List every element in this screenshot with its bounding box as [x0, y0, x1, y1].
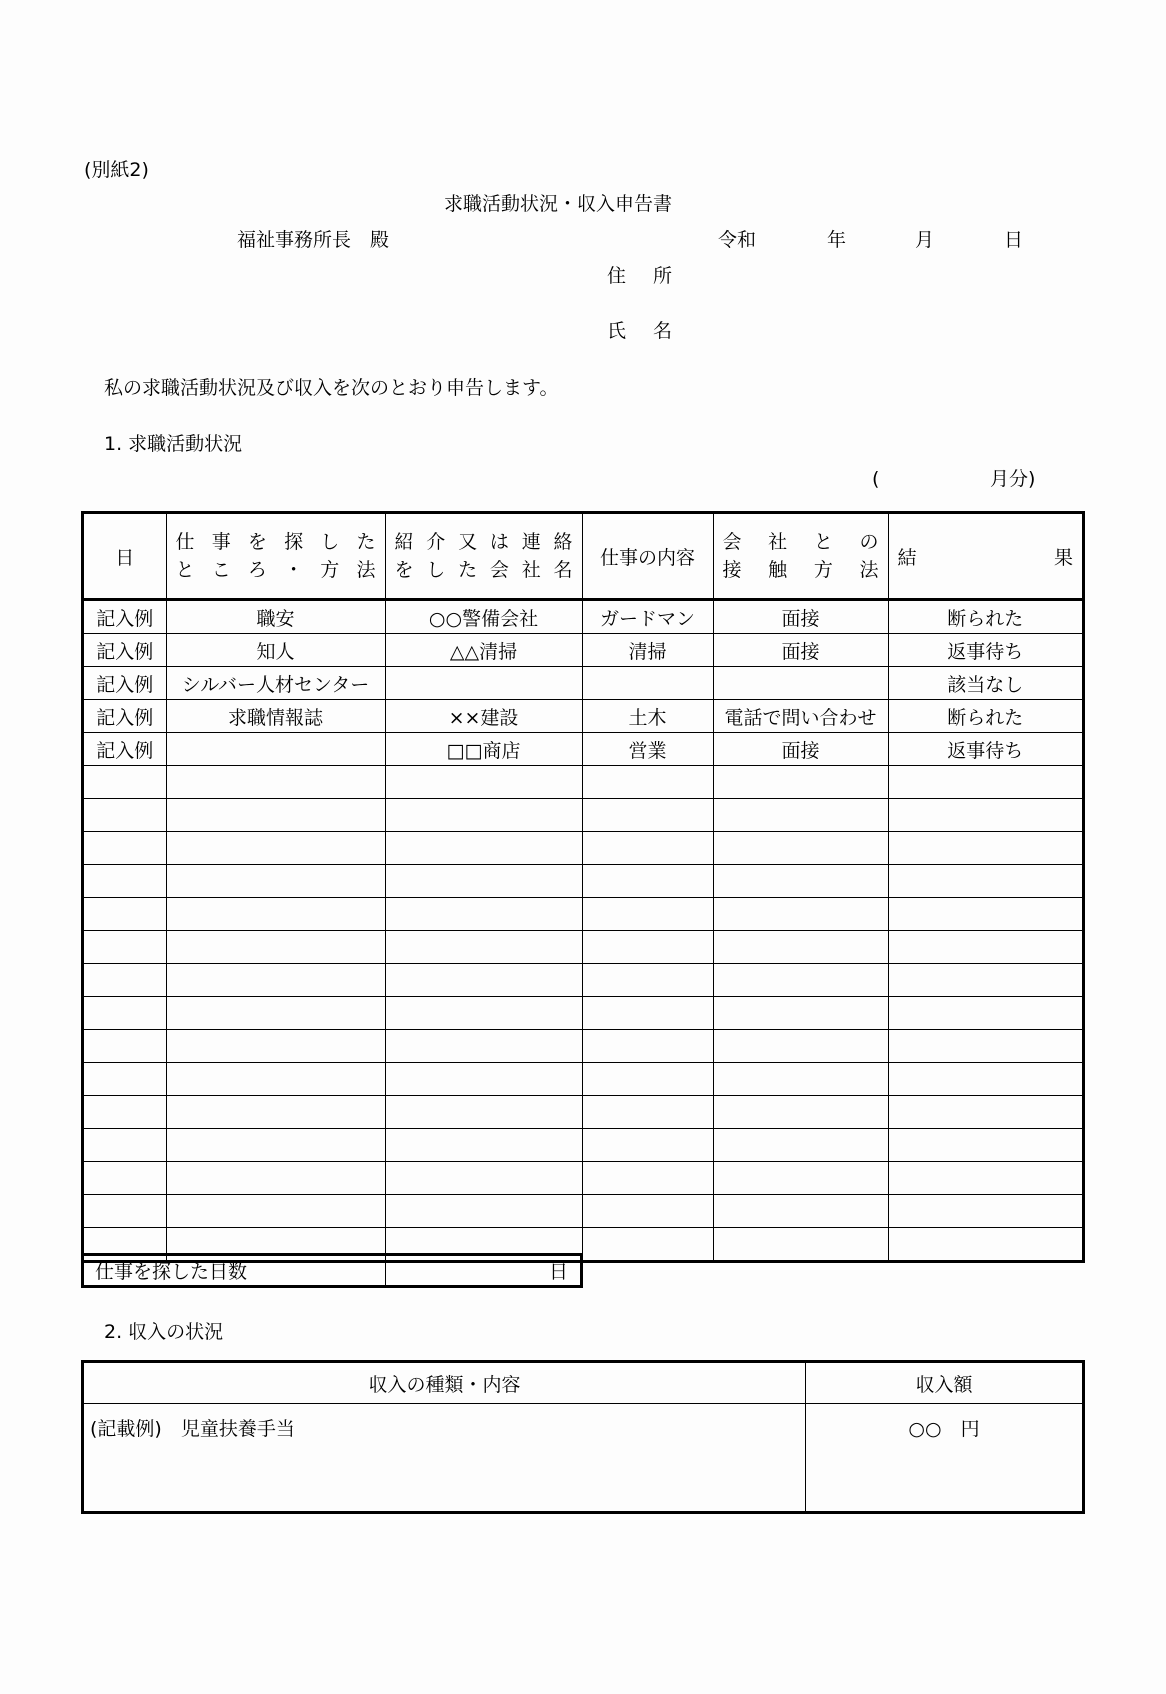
section1-heading: 1. 求職活動状況 [104, 433, 243, 455]
cell-contact-method[interactable] [713, 865, 888, 898]
cell-company[interactable] [385, 898, 582, 931]
address-field[interactable] [690, 262, 1080, 290]
cell-job-content[interactable] [582, 1096, 713, 1129]
cell-job-content[interactable] [582, 1129, 713, 1162]
cell-contact-method[interactable] [713, 1162, 888, 1195]
cell-contact-method[interactable] [713, 799, 888, 832]
cell-job-content[interactable] [582, 931, 713, 964]
cell-job-content[interactable] [582, 766, 713, 799]
header-result [888, 514, 1082, 600]
cell-company[interactable]: ××建設 [385, 700, 582, 733]
cell-where-how[interactable] [166, 1030, 385, 1063]
cell-where-how[interactable] [166, 898, 385, 931]
statement: 私の求職活動状況及び収入を次のとおり申告します。 [104, 377, 559, 399]
cell-where-how[interactable] [166, 1162, 385, 1195]
blank-row [84, 766, 1082, 799]
blank-row [84, 964, 1082, 997]
cell-day[interactable] [84, 865, 166, 898]
cell-day[interactable] [84, 1129, 166, 1162]
header-result-right: 果 [1053, 546, 1073, 569]
cell-job-content[interactable] [582, 1063, 713, 1096]
cell-result[interactable] [888, 1162, 1082, 1195]
cell-contact-method[interactable] [713, 1030, 888, 1063]
cell-result[interactable]: 返事待ち [888, 634, 1082, 667]
blank-row [84, 898, 1082, 931]
cell-result[interactable] [888, 832, 1082, 865]
cell-result[interactable] [888, 1063, 1082, 1096]
cell-day[interactable] [84, 964, 166, 997]
cell-company[interactable] [385, 1063, 582, 1096]
header-company [385, 514, 582, 600]
cell-where-how[interactable] [166, 865, 385, 898]
cell-result[interactable] [888, 1195, 1082, 1228]
cell-day[interactable]: 記入例 [84, 733, 166, 766]
cell-job-content[interactable] [582, 1195, 713, 1228]
income-table [81, 1360, 1085, 1514]
cell-company[interactable] [385, 1030, 582, 1063]
cell-job-content[interactable] [582, 1030, 713, 1063]
header-contact-char: 方 [813, 559, 833, 581]
cell-contact-method[interactable] [713, 898, 888, 931]
cell-job-content[interactable] [582, 964, 713, 997]
date-month-field[interactable] [850, 228, 912, 252]
cell-where-how[interactable] [166, 832, 385, 865]
cell-result[interactable] [888, 898, 1082, 931]
cell-where-how[interactable] [166, 766, 385, 799]
header-where-how [166, 514, 385, 600]
cell-contact-method[interactable] [713, 1096, 888, 1129]
example-row [84, 700, 1082, 733]
cell-job-content[interactable] [582, 865, 713, 898]
cell-day[interactable]: 記入例 [84, 667, 166, 700]
example-row [84, 634, 1082, 667]
days-searched-label: 仕事を探した日数 [84, 1256, 386, 1285]
cell-result[interactable]: 断られた [888, 700, 1082, 733]
cell-company[interactable] [385, 931, 582, 964]
cell-contact-method[interactable] [713, 964, 888, 997]
cell-job-content[interactable] [582, 997, 713, 1030]
example-row [84, 733, 1082, 766]
cell-day[interactable] [84, 766, 166, 799]
cell-contact-method[interactable] [713, 931, 888, 964]
cell-day[interactable] [84, 832, 166, 865]
days-searched-row [81, 1253, 583, 1288]
date-month-label: 月 [915, 229, 935, 251]
header-where-how-line2: ところ・方法 [175, 559, 376, 581]
attachment-label: (別紙2) [84, 159, 149, 181]
blank-row [84, 997, 1082, 1030]
header-income-amount: 収入額 [806, 1363, 1082, 1404]
cell-company[interactable]: △△清掃 [385, 634, 582, 667]
cell-where-how[interactable] [166, 964, 385, 997]
cell-income-amount[interactable]: ○○ 円 [908, 1418, 980, 1440]
cell-company[interactable] [385, 766, 582, 799]
cell-company[interactable] [385, 1096, 582, 1129]
address-label: 住 所 [607, 265, 677, 287]
cell-job-content[interactable] [582, 832, 713, 865]
cell-where-how[interactable] [166, 1096, 385, 1129]
cell-job-content[interactable]: 土木 [582, 700, 713, 733]
header-contact-char: 会 [722, 531, 742, 553]
blank-row [84, 799, 1082, 832]
cell-where-how[interactable] [166, 1129, 385, 1162]
cell-company[interactable] [385, 997, 582, 1030]
cell-where-how[interactable] [166, 1063, 385, 1096]
cell-job-content[interactable] [582, 799, 713, 832]
document-title: 求職活動状況・収入申告書 [444, 193, 673, 215]
blank-row [84, 1195, 1082, 1228]
cell-company[interactable] [385, 1129, 582, 1162]
days-searched-field[interactable] [386, 1256, 580, 1285]
cell-company[interactable] [385, 1162, 582, 1195]
cell-result[interactable] [888, 799, 1082, 832]
example-row [84, 600, 1082, 634]
section2-heading: 2. 収入の状況 [104, 1321, 224, 1343]
header-result-left: 結 [897, 546, 917, 569]
cell-contact-method[interactable] [713, 1228, 888, 1261]
cell-contact-method[interactable] [713, 1195, 888, 1228]
blank-row [84, 832, 1082, 865]
example-row [84, 667, 1082, 700]
cell-day[interactable]: 記入例 [84, 700, 166, 733]
cell-result[interactable] [888, 1129, 1082, 1162]
cell-company[interactable] [385, 964, 582, 997]
period-close: 月分) [990, 468, 1036, 490]
cell-job-content[interactable] [582, 1228, 713, 1261]
cell-where-how[interactable] [166, 1195, 385, 1228]
cell-contact-method[interactable] [713, 997, 888, 1030]
cell-company[interactable] [385, 667, 582, 700]
blank-row [84, 1129, 1082, 1162]
cell-job-content[interactable] [582, 1162, 713, 1195]
cell-where-how[interactable] [166, 997, 385, 1030]
cell-day[interactable] [84, 1195, 166, 1228]
cell-job-content[interactable] [582, 667, 713, 700]
cell-contact-method[interactable]: 電話で問い合わせ [713, 700, 888, 733]
cell-job-content[interactable] [582, 898, 713, 931]
date-day-label: 日 [1004, 229, 1024, 251]
cell-contact-method[interactable] [713, 1063, 888, 1096]
header-where-how-line1: 仕事を探した [175, 531, 376, 553]
cell-company[interactable] [385, 832, 582, 865]
cell-contact-method[interactable]: 面接 [713, 600, 888, 634]
days-unit: 日 [548, 1261, 568, 1283]
blank-row [84, 1063, 1082, 1096]
cell-result[interactable] [888, 1030, 1082, 1063]
cell-where-how[interactable]: 知人 [166, 634, 385, 667]
cell-result[interactable]: 該当なし [888, 667, 1082, 700]
cell-contact-method[interactable]: 面接 [713, 634, 888, 667]
cell-day[interactable] [84, 1162, 166, 1195]
cell-contact-method[interactable] [713, 766, 888, 799]
cell-where-how[interactable] [166, 931, 385, 964]
cell-result[interactable]: 断られた [888, 600, 1082, 634]
date-year-field[interactable] [760, 228, 824, 252]
cell-result[interactable] [888, 1096, 1082, 1129]
blank-row [84, 931, 1082, 964]
cell-contact-method[interactable] [713, 667, 888, 700]
cell-day[interactable]: 記入例 [84, 600, 166, 634]
cell-result[interactable] [888, 865, 1082, 898]
cell-day[interactable] [84, 1063, 166, 1096]
cell-company[interactable] [385, 865, 582, 898]
cell-result[interactable] [888, 766, 1082, 799]
cell-day[interactable] [84, 931, 166, 964]
header-contact-char: 接 [722, 559, 742, 581]
date-year-label: 年 [827, 229, 847, 251]
cell-company[interactable] [385, 799, 582, 832]
cell-result[interactable] [888, 964, 1082, 997]
cell-day[interactable] [84, 997, 166, 1030]
header-company-line1: 紹介又は連絡 [394, 531, 573, 553]
header-day: 日 [84, 514, 166, 600]
cell-result[interactable] [888, 931, 1082, 964]
header-contact-char: 社 [768, 531, 788, 553]
cell-result[interactable]: 返事待ち [888, 733, 1082, 766]
name-field[interactable] [690, 317, 1080, 345]
blank-row [84, 1030, 1082, 1063]
cell-contact-method[interactable] [713, 1129, 888, 1162]
cell-where-how[interactable] [166, 733, 385, 766]
cell-company[interactable]: ○○警備会社 [385, 600, 582, 634]
cell-job-content[interactable]: 清掃 [582, 634, 713, 667]
header-contact-char: 触 [768, 559, 788, 581]
header-contact-char: 法 [859, 559, 879, 581]
date-era: 令和 [718, 229, 757, 251]
cell-job-content[interactable]: ガードマン [582, 600, 713, 634]
cell-where-how[interactable]: 求職情報誌 [166, 700, 385, 733]
addressee: 福祉事務所長 殿 [237, 229, 390, 251]
cell-day[interactable] [84, 1096, 166, 1129]
header-contact-char: の [859, 531, 879, 553]
cell-day[interactable] [84, 898, 166, 931]
cell-where-how[interactable] [166, 799, 385, 832]
blank-row [84, 1162, 1082, 1195]
cell-company[interactable] [385, 1195, 582, 1228]
cell-where-how[interactable]: 職安 [166, 600, 385, 634]
table-header-row [84, 514, 1082, 600]
job-search-table [81, 511, 1085, 1263]
cell-result[interactable] [888, 1228, 1082, 1261]
cell-income-type[interactable]: (記載例) 児童扶養手当 [84, 1404, 806, 1511]
cell-contact-method[interactable] [713, 832, 888, 865]
blank-row [84, 865, 1082, 898]
header-contact-method [713, 514, 888, 600]
cell-where-how[interactable]: シルバー人材センター [166, 667, 385, 700]
cell-result[interactable] [888, 997, 1082, 1030]
cell-company[interactable]: □□商店 [385, 733, 582, 766]
cell-contact-method[interactable]: 面接 [713, 733, 888, 766]
period-month-field[interactable] [890, 466, 986, 492]
period-open: ( [872, 468, 880, 490]
header-income-type: 収入の種類・内容 [84, 1363, 806, 1404]
header-job-content: 仕事の内容 [582, 514, 713, 600]
cell-day[interactable]: 記入例 [84, 634, 166, 667]
cell-day[interactable] [84, 1030, 166, 1063]
name-label: 氏 名 [607, 320, 677, 342]
header-contact-char: と [813, 531, 833, 553]
cell-day[interactable] [84, 799, 166, 832]
blank-row [84, 1096, 1082, 1129]
header-company-line2: をした会社名 [394, 559, 573, 581]
date-day-field[interactable] [938, 228, 1000, 252]
cell-job-content[interactable]: 営業 [582, 733, 713, 766]
